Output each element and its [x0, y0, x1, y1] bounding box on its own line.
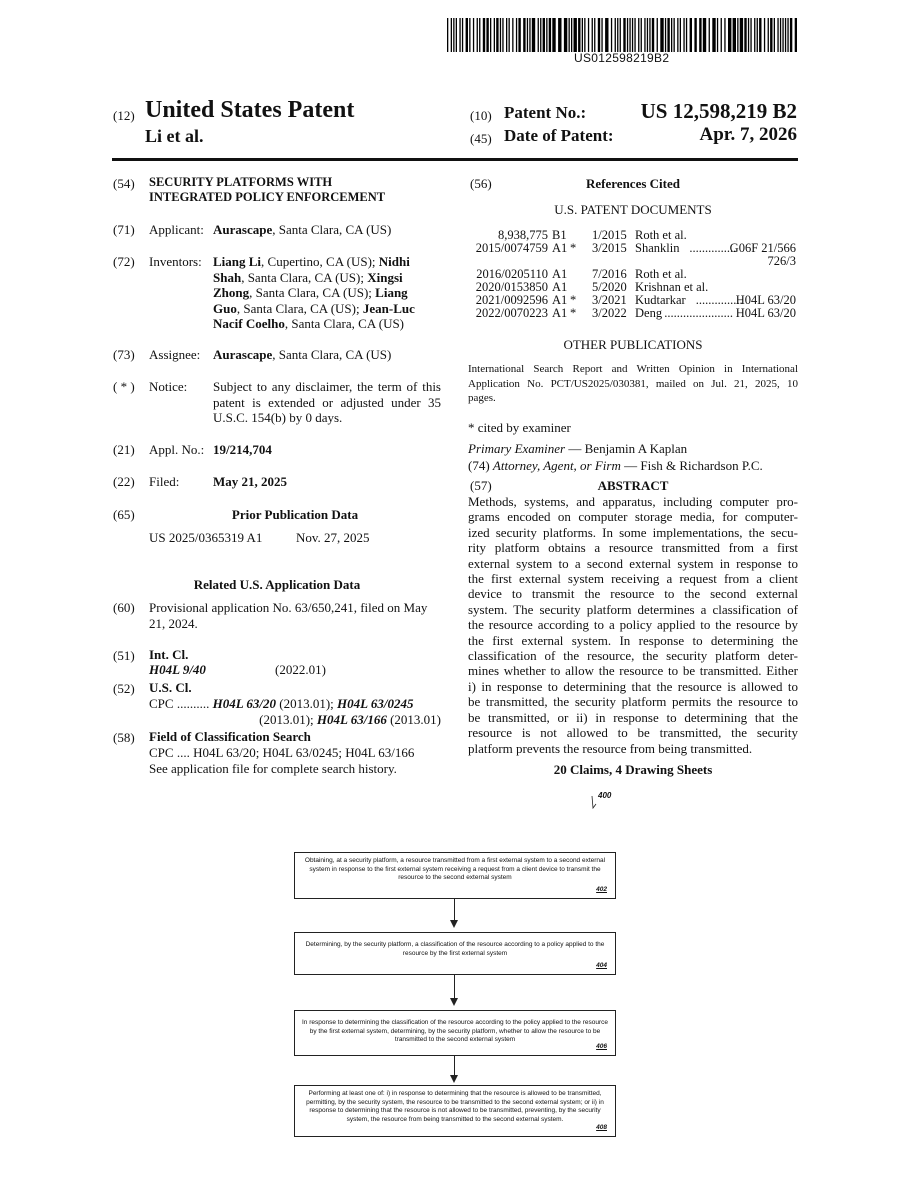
cpc-class: H04L 63/20	[212, 696, 277, 711]
patent-number: US 12,598,219 B2	[640, 99, 797, 123]
inventor-location: , Santa Clara, CA (US);	[249, 285, 376, 300]
reference-row	[468, 254, 798, 267]
flow-arrow	[454, 899, 455, 921]
barcode-bar	[558, 18, 561, 52]
barcode-bar	[764, 18, 765, 52]
code-22: (22)	[113, 474, 135, 489]
barcode-bar	[540, 18, 541, 52]
barcode-bar	[665, 18, 666, 52]
inventor-name: Zhong	[213, 285, 250, 300]
barcode-bar	[699, 18, 701, 52]
assignee-value	[213, 347, 391, 363]
code-56: (56)	[470, 176, 492, 191]
applicant-name: Aurascape	[213, 222, 273, 237]
reference-kind: A1	[552, 241, 568, 255]
reference-date: 5/2020	[592, 280, 627, 294]
barcode-bar	[466, 18, 468, 52]
attorney-name: — Fish & Richardson P.C.	[620, 458, 763, 473]
provisional-application	[149, 600, 441, 631]
barcode-bar	[469, 18, 470, 52]
provisional-line: Provisional application No. 63/650,241, filed on May	[149, 600, 428, 615]
barcode-bar	[569, 18, 570, 52]
inventor-name: Guo	[213, 300, 237, 316]
barcode-bar	[552, 18, 555, 52]
inventor-name: Liang	[375, 285, 408, 300]
filed-label: Filed:	[149, 474, 180, 489]
barcode-bar	[490, 18, 491, 52]
inventor-name: Nidhi	[378, 254, 410, 269]
step-text: In response to determining the classification of the resource according to the policy applied to the resource by the first external system, determining, by the security platform, whether to allow the resource to be transmitted to the second external system	[301, 1019, 609, 1044]
field-search-line: See application file for complete search history.	[149, 760, 397, 776]
barcode-bar	[660, 18, 663, 52]
notice-text	[213, 379, 441, 426]
barcode-bar	[546, 18, 547, 52]
code-21: (21)	[113, 442, 135, 457]
abstract-line: rity platform obtains a resource transmitted from a first	[468, 540, 798, 556]
barcode-bar	[459, 18, 460, 52]
barcode-bar	[615, 18, 616, 52]
invention-title	[149, 175, 385, 205]
document-title: United States Patent	[145, 97, 355, 123]
reference-row	[468, 293, 798, 306]
abstract-line: i) in response to determining that the resource is allowed to	[468, 678, 798, 694]
barcode-bar	[733, 18, 736, 52]
barcode-bar	[780, 18, 781, 52]
flowchart-step-404	[294, 932, 616, 975]
title-line-2: INTEGRATED POLICY ENFORCEMENT	[149, 190, 386, 204]
reference-class: H04L 63/20	[735, 293, 796, 307]
us-cl-cpc	[149, 696, 441, 727]
reference-row	[468, 241, 798, 254]
notice-line: patent is extended or adjusted under 35	[213, 394, 441, 410]
reference-row	[468, 267, 798, 280]
inventors-label: Inventors:	[149, 254, 202, 269]
barcode-bar	[623, 18, 625, 52]
reference-star: *	[570, 241, 577, 255]
other-publications-line: pages.	[468, 392, 496, 404]
barcode-bar	[543, 18, 545, 52]
code-52: (52)	[113, 681, 135, 696]
title-line-1: SECURITY PLATFORMS WITH	[149, 175, 333, 189]
other-publications-heading: OTHER PUBLICATIONS	[563, 337, 703, 352]
abstract-line: device to transmit the resource to the second external	[468, 586, 798, 602]
barcode-bar	[748, 18, 749, 52]
code-58: (58)	[113, 730, 135, 745]
reference-dots: ...............	[689, 241, 737, 255]
code-12: (12)	[113, 108, 135, 123]
references-list	[468, 228, 798, 319]
reference-dots: ......................	[664, 306, 733, 320]
field-search-text	[149, 745, 449, 776]
code-73: (73)	[113, 347, 135, 362]
barcode-bar	[516, 18, 517, 52]
barcode-bar	[512, 18, 513, 52]
reference-kind: A1	[552, 280, 568, 294]
patent-no-label: Patent No.:	[504, 103, 587, 122]
reference-kind: A1	[552, 293, 568, 307]
barcode-bar	[605, 18, 608, 52]
abstract-line: external system to a second external system in response to	[468, 555, 798, 571]
barcode-bar	[757, 18, 758, 52]
abstract-line: ized security platforms. In some implementations, the secu-	[468, 524, 798, 540]
flow-arrowhead	[450, 920, 458, 928]
barcode-bar	[578, 18, 580, 52]
inventor-name: Jean-Luc	[362, 300, 415, 316]
cpc-year: (2013.01)	[386, 711, 441, 727]
barcode-bar	[686, 18, 687, 52]
step-text: Obtaining, at a security platform, a resource transmitted from a first external system to a second external system in response to the first external system receiving a request from a client device to transmit the resource to the second external system	[304, 857, 606, 882]
abstract-line: be transmitted, or ii) in response to determining that the	[468, 709, 798, 725]
abstract-line: the first external system receiving a request from a client	[468, 571, 798, 587]
inventor-location: , Santa Clara, CA (US)	[284, 316, 405, 331]
barcode-bar	[667, 18, 669, 52]
barcode-bar	[721, 18, 722, 52]
flowchart-step-402	[294, 852, 616, 899]
inventor-name: Liang Li	[213, 254, 262, 269]
reference-dots: ...............	[695, 293, 743, 307]
reference-date: 7/2016	[592, 267, 627, 281]
abstract-line: mines whether to allow the resource to be transmitted. Either	[468, 663, 798, 679]
barcode-bar	[657, 18, 658, 52]
barcode-bar	[774, 18, 775, 52]
barcode-bar	[638, 18, 639, 52]
barcode-bar	[462, 18, 463, 52]
barcode-bar	[473, 18, 474, 52]
inventor-location: , Cupertino, CA (US);	[261, 254, 379, 269]
reference-number: 2020/0153850	[475, 280, 548, 294]
barcode-bar	[527, 18, 528, 52]
assignee-label: Assignee:	[149, 347, 201, 362]
figure-reference-number: 400	[598, 791, 612, 800]
appl-no-label: Appl. No.:	[149, 442, 205, 457]
patent-date: Apr. 7, 2026	[699, 124, 797, 145]
notice-label: Notice:	[149, 379, 188, 394]
barcode-bar	[601, 18, 602, 52]
other-publications-line: Application No. PCT/US2025/030381, mailed on Jul. 21, 2025, 10	[468, 377, 798, 390]
inventor-name: Nacif Coelho	[213, 316, 285, 331]
inventor-name: Xingsi	[367, 269, 403, 285]
barcode-bar	[795, 18, 797, 52]
barcode-bar	[447, 18, 448, 52]
barcode-bar	[649, 18, 650, 52]
reference-kind: B1	[552, 228, 567, 242]
cpc-year: (2013.01);	[276, 696, 338, 711]
code-notice: ( * )	[113, 379, 135, 394]
applicant-location: , Santa Clara, CA (US)	[272, 222, 392, 237]
barcode-bar	[532, 18, 535, 52]
barcode	[447, 18, 797, 52]
reference-number: 2022/0070223	[475, 306, 548, 320]
primary-examiner	[468, 441, 687, 457]
flow-arrow	[454, 975, 455, 999]
barcode-bar	[717, 18, 718, 52]
flowchart-step-408	[294, 1085, 616, 1137]
attorney-label: Attorney, Agent, or Firm	[492, 458, 621, 473]
inventor-location: , Santa Clara, CA (US);	[236, 300, 363, 316]
barcode-bar	[611, 18, 612, 52]
code-72: (72)	[113, 254, 135, 269]
prior-publication-number: US 2025/0365319 A1	[149, 530, 263, 545]
barcode-bar	[737, 18, 738, 52]
code-10: (10)	[470, 108, 492, 123]
abstract-line: the first external system. In response to determining the	[468, 632, 798, 648]
date-label: Date of Patent:	[504, 126, 614, 145]
abstract-line: be transmitted, the security platform permits the resource to	[468, 694, 798, 710]
barcode-bar	[529, 18, 530, 52]
inventor-location: , Santa Clara, CA (US);	[241, 269, 368, 285]
barcode-bar	[518, 18, 520, 52]
barcode-bar	[644, 18, 645, 52]
field-search-label: Field of Classification Search	[149, 729, 311, 744]
reference-date: 3/2021	[592, 293, 627, 307]
code-51: (51)	[113, 648, 135, 663]
reference-name: Krishnan et al.	[635, 280, 709, 294]
code-54: (54)	[113, 176, 135, 191]
applicant-value	[213, 222, 391, 238]
barcode-bar	[549, 18, 551, 52]
reference-star: *	[570, 306, 577, 320]
barcode-bar	[641, 18, 642, 52]
barcode-bar	[652, 18, 654, 52]
inventors-short: Li et al.	[145, 126, 204, 146]
barcode-bar	[703, 18, 706, 52]
notice-line: Subject to any disclaimer, the term of this	[213, 379, 441, 394]
reference-row	[468, 306, 798, 319]
appl-no-value: 19/214,704	[213, 442, 272, 457]
barcode-bar	[502, 18, 503, 52]
barcode-bar	[594, 18, 595, 52]
step-ref: 406	[596, 1043, 607, 1051]
barcode-bar	[620, 18, 621, 52]
reference-date: 3/2015	[592, 241, 627, 255]
code-71: (71)	[113, 222, 135, 237]
barcode-number: US012598219B2	[574, 51, 670, 65]
reference-number: 8,938,775	[498, 228, 548, 242]
barcode-bar	[506, 18, 507, 52]
barcode-bar	[677, 18, 678, 52]
primary-examiner-name: — Benjamin A Kaplan	[565, 441, 688, 456]
barcode-bar	[790, 18, 792, 52]
barcode-bar	[584, 18, 585, 52]
flow-arrowhead	[450, 1075, 458, 1083]
prior-publication-date: Nov. 27, 2025	[296, 530, 370, 545]
claims-count: 20 Claims, 4 Drawing Sheets	[553, 762, 713, 777]
barcode-bar	[694, 18, 696, 52]
abstract-line: resource is not allowed to be transmitted, the security	[468, 725, 798, 741]
code-60: (60)	[113, 600, 135, 615]
barcode-bar	[754, 18, 755, 52]
code-57: (57)	[470, 478, 492, 493]
barcode-bar	[674, 18, 675, 52]
reference-name: Kudtarkar	[635, 293, 686, 307]
barcode-bar	[782, 18, 783, 52]
applicant-label: Applicant:	[149, 222, 204, 237]
abstract-line: Methods, systems, and apparatus, including computer pro-	[468, 494, 798, 509]
field-search-line: CPC .... H04L 63/20; H04L 63/0245; H04L 63/166	[149, 745, 415, 760]
reference-name: Shanklin	[635, 241, 680, 255]
barcode-bar	[483, 18, 485, 52]
barcode-bar	[451, 18, 452, 52]
reference-date: 3/2022	[592, 306, 627, 320]
barcode-bar	[617, 18, 618, 52]
step-text: Performing at least one of: i) in response to determining that the resource is allowed to be transmitted, permitting, by the security system, the resource to be transmitted to the second external system; or ii) in response to determining that the resource is not allowed to be transmitted, preventing, by the security system, the resource from being transmitted to the second external system.	[306, 1090, 604, 1123]
notice-line: U.S.C. 154(b) by 0 days.	[213, 410, 343, 425]
barcode-bar	[494, 18, 495, 52]
barcode-bar	[671, 18, 672, 52]
barcode-bar	[680, 18, 681, 52]
reference-kind: A1	[552, 306, 568, 320]
flow-arrowhead	[450, 998, 458, 1006]
barcode-bar	[574, 18, 577, 52]
abstract-line: grams encoded on computer storage media, for computer-	[468, 509, 798, 525]
abstract-line: the resource according to a policy applied to the resource by	[468, 617, 798, 633]
reference-name: Deng	[635, 306, 663, 320]
provisional-line: 21, 2024.	[149, 615, 198, 631]
barcode-bar	[647, 18, 648, 52]
step-text: Determining, by the security platform, a classification of the resource according to a policy applied to the resource by the first external system	[305, 941, 605, 957]
barcode-bar	[582, 18, 583, 52]
abstract-body	[468, 494, 798, 756]
primary-examiner-label: Primary Examiner	[468, 441, 566, 456]
barcode-bar	[538, 18, 539, 52]
abstract-line: classification of the resource, the security platform deter-	[468, 648, 798, 664]
int-cl-year: (2022.01)	[275, 662, 326, 677]
barcode-bar	[496, 18, 498, 52]
code-65: (65)	[113, 507, 135, 522]
assignee-name: Aurascape	[213, 347, 273, 362]
code-45: (45)	[470, 131, 492, 146]
barcode-bar	[712, 18, 715, 52]
barcode-bar	[477, 18, 478, 52]
related-application-heading: Related U.S. Application Data	[193, 577, 361, 592]
barcode-bar	[564, 18, 567, 52]
barcode-bar	[634, 18, 635, 52]
reference-row	[468, 280, 798, 293]
barcode-bar	[690, 18, 692, 52]
barcode-bar	[453, 18, 454, 52]
flowchart-step-406	[294, 1010, 616, 1056]
barcode-bar	[787, 18, 788, 52]
step-ref: 402	[596, 886, 607, 894]
us-cl-label: U.S. Cl.	[149, 680, 192, 695]
barcode-bar	[509, 18, 510, 52]
attorney	[468, 458, 763, 474]
barcode-bar	[728, 18, 731, 52]
other-publications-text	[468, 362, 798, 406]
barcode-bar	[709, 18, 710, 52]
barcode-bar	[770, 18, 772, 52]
cpc-year: (2013.01);	[259, 711, 317, 727]
reference-number: 2016/0205110	[476, 267, 548, 281]
barcode-bar	[627, 18, 628, 52]
barcode-bar	[571, 18, 572, 52]
other-publications-line: International Search Report and Written Opinion in International	[468, 363, 798, 375]
barcode-bar	[629, 18, 630, 52]
abstract-line: system. The security platform determines a classification of	[468, 601, 798, 617]
flow-arrow	[454, 1056, 455, 1076]
references-heading: References Cited	[586, 176, 680, 191]
reference-kind: A1	[552, 267, 568, 281]
barcode-bar	[759, 18, 761, 52]
barcode-bar	[479, 18, 480, 52]
barcode-bar	[598, 18, 600, 52]
barcode-bar	[588, 18, 589, 52]
abstract-heading: ABSTRACT	[597, 478, 669, 493]
header-rule	[112, 158, 798, 161]
step-ref: 404	[596, 962, 607, 970]
us-patent-documents-heading: U.S. PATENT DOCUMENTS	[554, 202, 712, 217]
barcode-bar	[744, 18, 746, 52]
barcode-bar	[724, 18, 725, 52]
barcode-bar	[523, 18, 525, 52]
cpc-class: H04L 63/166	[316, 711, 387, 727]
barcode-bar	[592, 18, 593, 52]
int-cl-class: H04L 9/40	[149, 662, 206, 677]
reference-class: H04L 63/20	[735, 306, 796, 320]
reference-number: 2015/0074759	[475, 241, 548, 255]
barcode-bar	[785, 18, 786, 52]
cpc-prefix: CPC ..........	[149, 696, 210, 711]
reference-class: G06F 21/566	[729, 241, 796, 255]
barcode-bar	[632, 18, 633, 52]
barcode-bar	[500, 18, 501, 52]
filed-value: May 21, 2025	[213, 474, 288, 489]
barcode-bar	[740, 18, 743, 52]
reference-star: *	[570, 293, 577, 307]
barcode-bar	[768, 18, 769, 52]
barcode-bar	[777, 18, 778, 52]
int-cl-label: Int. Cl.	[149, 647, 189, 662]
barcode-bar	[456, 18, 457, 52]
reference-date: 1/2015	[592, 228, 627, 242]
inventors-list	[213, 254, 441, 332]
reference-row	[468, 228, 798, 241]
reference-name: Roth et al.	[635, 267, 687, 281]
prior-publication-heading: Prior Publication Data	[231, 507, 359, 522]
code-74: (74)	[468, 458, 490, 473]
barcode-bar	[750, 18, 751, 52]
cited-by-examiner: * cited by examiner	[468, 420, 571, 435]
barcode-bar	[683, 18, 684, 52]
barcode-bar	[486, 18, 488, 52]
reference-name: Roth et al.	[635, 228, 687, 242]
reference-number: 2021/0092596	[475, 293, 548, 307]
cpc-class: H04L 63/0245	[337, 696, 414, 711]
assignee-location: , Santa Clara, CA (US)	[272, 347, 392, 362]
inventor-name: Shah	[213, 269, 242, 285]
reference-class: 726/3	[767, 254, 796, 268]
step-ref: 408	[596, 1124, 607, 1132]
abstract-line: platform prevents the resource from being transmitted.	[468, 740, 753, 756]
